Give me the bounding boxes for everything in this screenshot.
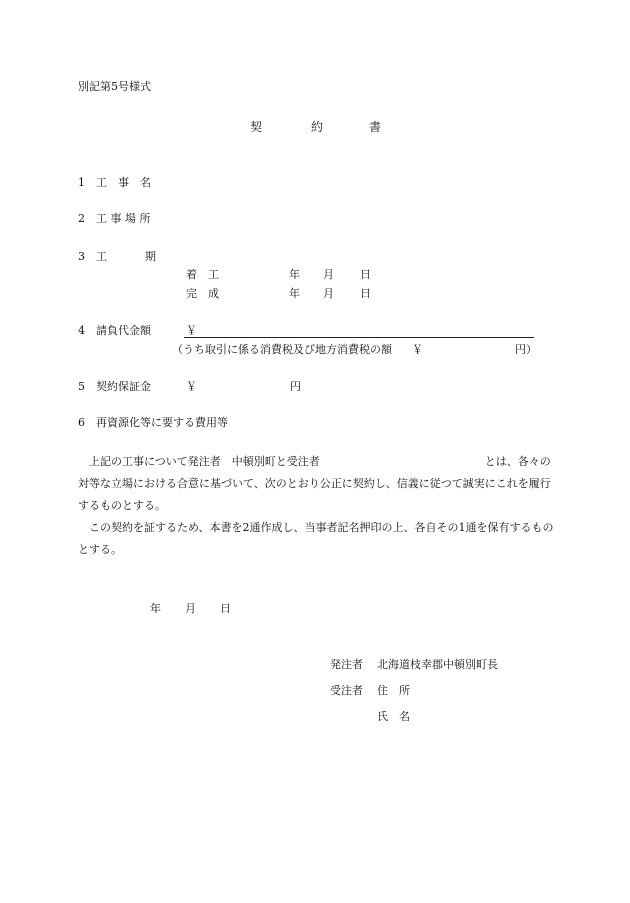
body-paragraph-2: この契約を証するため、本書を2通作成し、当事者記名押印の上、各自その1通を保有するものとする。 [78, 521, 554, 556]
item-1-number: 1 [78, 176, 85, 189]
body-text [78, 451, 554, 561]
guarantee-label: 契約保証金 [96, 380, 151, 393]
date-day: 日 [220, 602, 231, 615]
contract-amount-yen: ￥ [186, 324, 197, 337]
date-year: 年 [150, 602, 161, 615]
item-6-number: 6 [78, 416, 85, 429]
contract-amount-underline [184, 337, 534, 338]
recycling-cost-label: 再資源化等に要する費用等 [96, 416, 228, 429]
construction-name-label: 工 事 名 [96, 176, 151, 189]
item-4-number: 4 [78, 324, 85, 337]
construction-site-label: 工 事 場 所 [96, 212, 151, 225]
body-paragraph-1: 上記の工事について発注者 中頓別町と受注者 とは、各々の対等な立場における合意に基づいて、次のとおり公正に契約し、信義に従つて誠実にこれを履行するものとする。 [78, 455, 551, 512]
tax-yen: ￥ [412, 343, 423, 356]
item-2-number: 2 [78, 212, 85, 225]
contract-amount-label: 請負代金額 [96, 324, 151, 337]
contractor-name-label: 氏 名 [377, 710, 410, 723]
orderer-label: 発注者 [330, 658, 363, 671]
end-month: 月 [323, 287, 334, 300]
title-char-2: 約 [311, 120, 324, 134]
period-label-b: 期 [145, 250, 156, 263]
end-day: 日 [360, 287, 371, 300]
start-day: 日 [360, 268, 371, 281]
title-char-3: 書 [369, 120, 382, 134]
item-3-number: 3 [78, 250, 85, 263]
item-5-number: 5 [78, 380, 85, 393]
orderer-name: 北海道枝幸郡中頓別町長 [377, 658, 498, 671]
guarantee-unit: 円 [290, 380, 301, 393]
period-label-a: 工 [96, 250, 107, 263]
form-number: 別記第5号様式 [78, 80, 151, 93]
contractor-label: 受注者 [330, 684, 363, 697]
guarantee-yen: ￥ [186, 380, 197, 393]
end-year: 年 [289, 287, 300, 300]
title-char-1: 契 [250, 120, 263, 134]
start-month: 月 [323, 268, 334, 281]
tax-note-open: （うち取引に係る消費税及び地方消費税の額 [172, 343, 392, 356]
contractor-address-label: 住 所 [377, 684, 410, 697]
tax-note-close: 円） [515, 343, 537, 356]
document-title [250, 120, 382, 134]
date-month: 月 [185, 602, 196, 615]
start-label: 着 工 [186, 268, 219, 281]
start-year: 年 [289, 268, 300, 281]
end-label: 完 成 [186, 287, 219, 300]
